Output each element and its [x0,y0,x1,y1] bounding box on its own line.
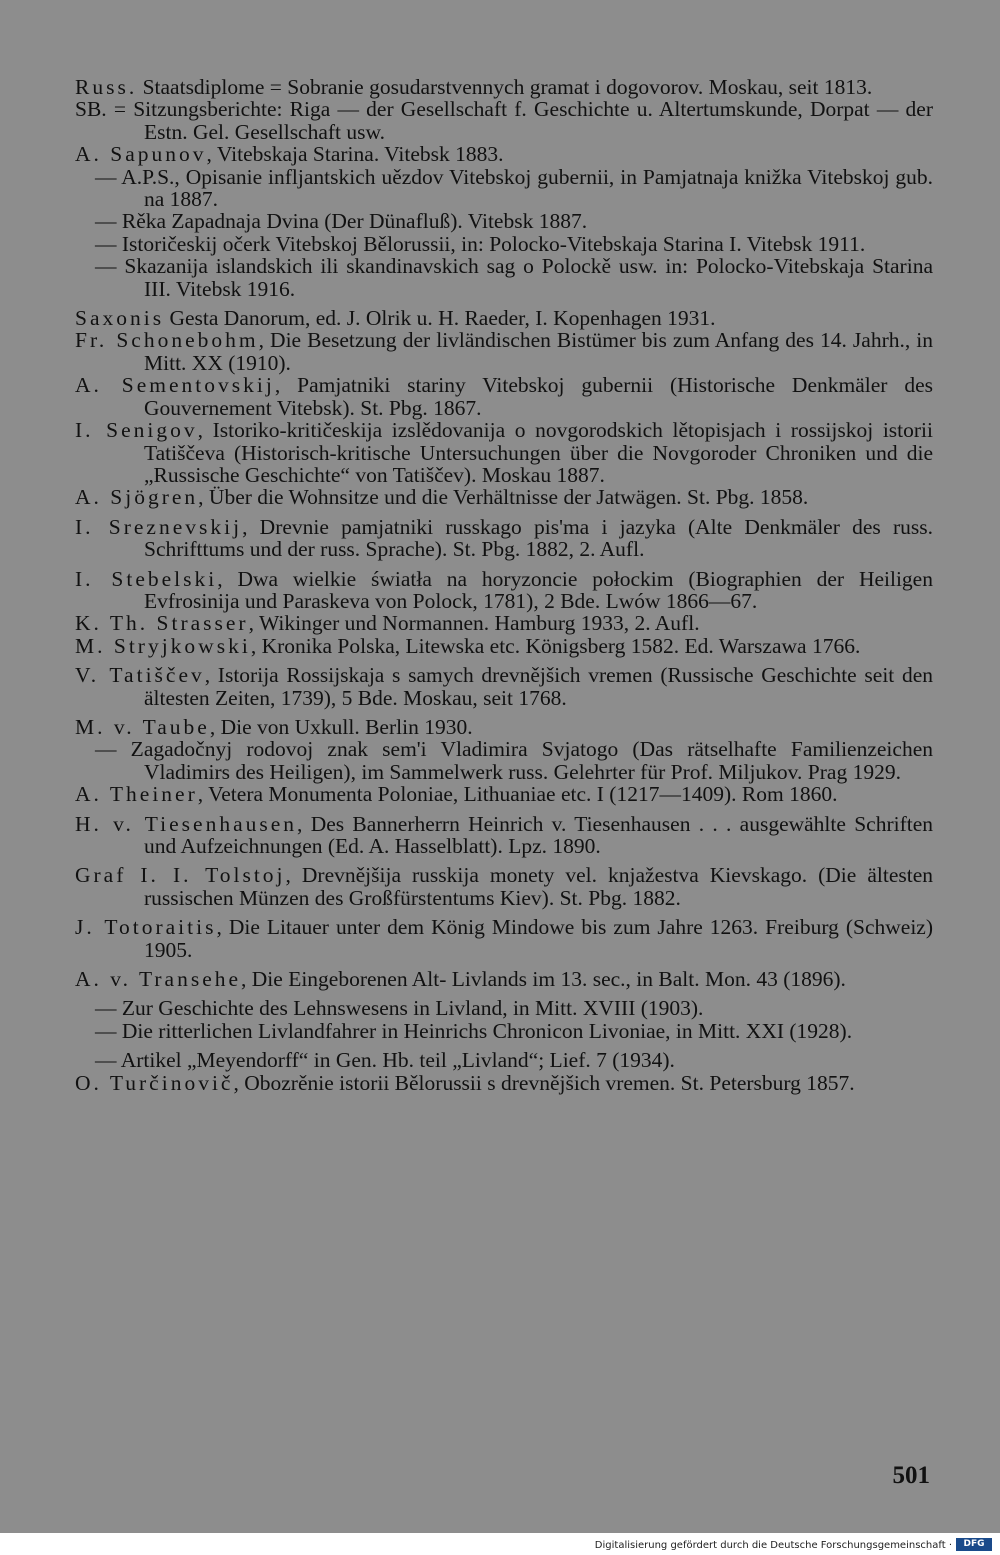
entry-text: , Des Bannerherrn Heinrich v. Tiesenhausen . . . ausgewählte Schriften und Aufzeichnungen (Ed. A. Hasselblatt). Lpz. 1890. [144,811,933,858]
bibliography-entry [75,307,933,329]
entry-text: , Wikinger und Normannen. Hamburg 1933, 2. Aufl. [248,611,700,636]
bibliography-list [75,76,933,1094]
entry-author: A. Sementovskij [75,373,275,398]
footer-credit: Digitalisierung gefördert durch die Deutsche Forschungsgemeinschaft · [594,1540,952,1551]
entry-author: A. Theiner [75,782,198,807]
entry-author: M. v. Taube [75,714,210,739]
entry-text: — A.P.S., Opisanie infljantskich uězdov Vitebskoj gubernii, in Pamjatnaja knižka Vitebskoj gub. na 1887. [95,164,933,212]
bibliography-entry [75,716,933,738]
bibliography-entry [75,255,933,300]
entry-text: , Obozrěnie istorii Bělorussii s drevnějšich vremen. St. Petersburg 1857. [233,1070,855,1095]
bibliography-entry [75,1020,933,1042]
entry-text: , Die von Uxkull. Berlin 1930. [209,714,473,739]
entry-author: J. Totoraitis [75,915,217,940]
bibliography-entry [75,738,933,783]
entry-text: , Die Eingeborenen Alt- Livlands im 13. sec., in Balt. Mon. 43 (1896). [241,967,846,992]
entry-text: — Rěka Zapadnaja Dvina (Der Dünafluß). Vitebsk 1887. [95,209,588,234]
bibliography-entry [75,210,933,232]
entry-author: M. Stryjkowski [75,633,251,658]
entry-text: , Kronika Polska, Litewska etc. Königsberg 1582. Ed. Warszawa 1766. [250,633,861,658]
entry-author: O. Turčinovič [75,1070,234,1095]
dfg-logo: DFG [956,1538,992,1551]
entry-text: — Zagadočnyj rodovoj znak sem'i Vladimira Svjatogo (Das rätselhafte Familienzeichen Vladimirs des Heiligen), im Sammelwerk russ. Gelehrter für Prof. Miljukov. Prag 1929. [95,737,933,784]
entry-text: , Vetera Monumenta Poloniae, Lithuaniae etc. I (1217—1409). Rom 1860. [197,782,838,807]
bibliography-entry [75,813,933,858]
bibliography-entry [75,166,933,211]
bibliography-entry [75,968,933,990]
entry-text: , Dwa wielkie światła na horyzoncie połockim (Biographien der Heiligen Evfrosinija und Paraskeva von Polock, 1781), 2 Bde. Lwów 1866—67. [144,566,933,613]
entry-text: Gesta Danorum, ed. J. Olrik u. H. Raeder, I. Kopenhagen 1931. [164,306,716,331]
bibliography-entry [75,516,933,561]
entry-text: — Artikel „Meyendorff“ in Gen. Hb. teil „Livland“; Lief. 7 (1934). [95,1048,675,1073]
entry-author: Russ. [75,75,138,99]
entry-author: A. Sapunov [75,142,207,167]
entry-author: V. Tatiščev [75,663,205,688]
entry-author: Saxonis [75,306,165,331]
entry-author: I. Senigov [75,418,198,443]
footer-bar [0,1533,1000,1555]
entry-text: — Istoričeskij očerk Vitebskoj Bělorussii, in: Polocko-Vitebskaja Starina I. Vitebsk 1911. [95,231,866,256]
bibliography-entry [75,635,933,657]
bibliography-entry [75,486,933,508]
entry-text: , Über die Wohnsitze und die Verhältnisse der Jatwägen. St. Pbg. 1858. [198,485,809,510]
entry-text: Staatsdiplome = Sobranie gosudarstvennych gramat i dogovorov. Moskau, seit 1813. [137,75,873,99]
bibliography-entry [75,1049,933,1071]
entry-text: , Pamjatniki stariny Vitebskoj gubernii (Historische Denkmäler des Gouvernement Vitebsk). St. Pbg. 1867. [144,373,933,420]
entry-author: Graf I. I. Tolstoj [75,863,286,888]
entry-author: A. v. Transehe [75,967,242,992]
bibliography-entry [75,98,933,143]
bibliography-entry [75,143,933,165]
entry-text: — Zur Geschichte des Lehnswesens in Livland, in Mitt. XVIII (1903). [95,996,704,1021]
entry-author: I. Stebelski [75,566,218,591]
entry-text: , Die Besetzung der livländischen Bistümer bis zum Anfang des 14. Jahrh., in Mitt. XX (1910). [144,328,934,375]
bibliography-entry [75,997,933,1019]
entry-text: , Istorija Rossijskaja s samych drevnějšich vremen (Russische Geschichte seit den ältesten Zeiten, 1739), 5 Bde. Moskau, seit 1768. [144,663,933,710]
bibliography-entry [75,916,933,961]
entry-author: Fr. Schonebohm [75,328,259,353]
entry-author: A. Sjögren [75,485,199,510]
bibliography-entry [75,568,933,613]
bibliography-entry [75,374,933,419]
bibliography-entry [75,664,933,709]
entry-text: , Vitebskaja Starina. Vitebsk 1883. [206,142,504,167]
entry-text: , Drevnie pamjatniki russkago pis'ma i jazyka (Alte Denkmäler des russ. Schrifttums und der russ. Sprache). St. Pbg. 1882, 2. Aufl. [144,514,934,562]
bibliography-entry [75,419,933,486]
bibliography-entry [75,1072,933,1094]
bibliography-entry [75,76,933,98]
page-number: 501 [892,1462,930,1489]
entry-text: SB. = Sitzungsberichte: Riga — der Gesellschaft f. Geschichte u. Altertumskunde, Dorpat — der Estn. Gel. Gesellschaft usw. [75,97,933,144]
bibliography-entry [75,864,933,909]
entry-text: , Drevnějšija russkija monety vel. knjažestva Kievskago. (Die ältesten russischen Münzen des Großfürstentums Kiev). St. Pbg. 1882. [144,863,933,910]
entry-text: — Skazanija islandskich ili skandinavskich sag o Polockě usw. in: Polocko-Vitebskaja Starina III. Vitebsk 1916. [95,254,933,301]
bibliography-entry [75,233,933,255]
bibliography-entry [75,783,933,805]
entry-author: K. Th. Strasser [75,611,249,636]
bibliography-entry [75,612,933,634]
bibliography-entry [75,329,933,374]
entry-author: H. v. Tiesenhausen [75,811,298,836]
entry-text: , Die Litauer unter dem König Mindowe bis zum Jahre 1263. Freiburg (Schweiz) 1905. [144,915,933,962]
entry-text: — Die ritterlichen Livlandfahrer in Heinrichs Chronicon Livoniae, in Mitt. XXI (1928). [95,1018,853,1043]
entry-author: I. Sreznevskij [75,514,243,539]
entry-text: , Istoriko-kritičeskija izslědovanija o novgorodskich lětopisjach i rossijskoj istorii Tatiščeva (Historisch-kritische Untersuchungen über die Novgoroder Chroniken und die „Russische Geschichte“ von Tatiščev). Moskau 1887. [144,418,933,487]
